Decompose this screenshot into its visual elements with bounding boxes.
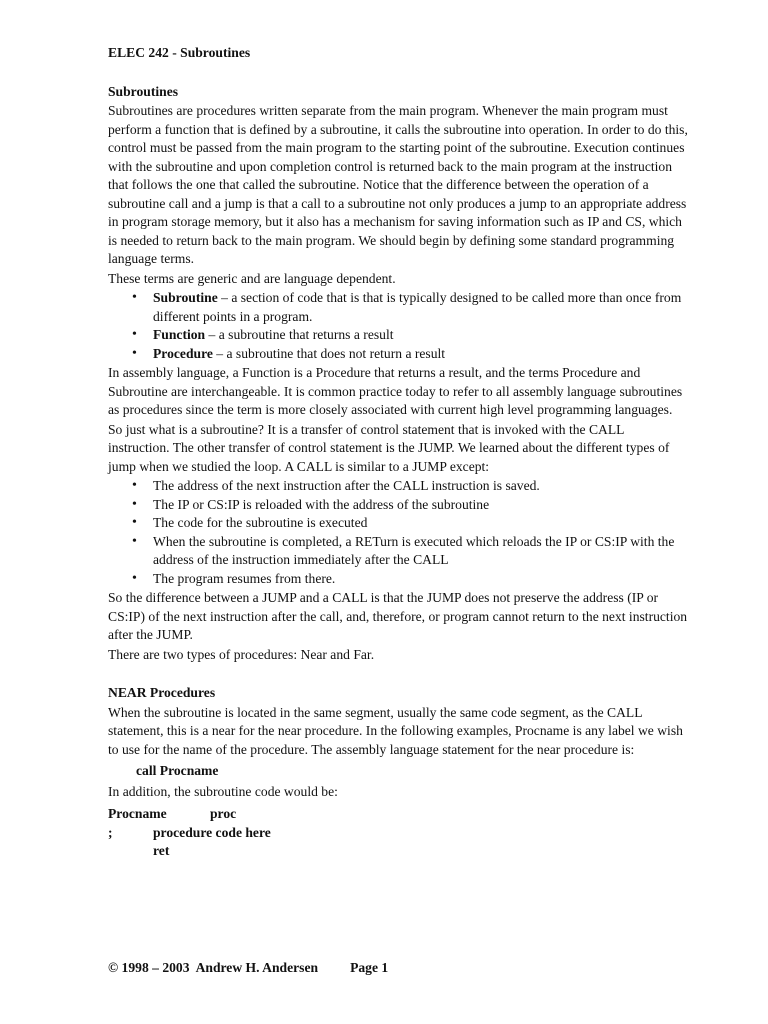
term: Subroutine (153, 290, 218, 305)
page-footer (108, 959, 388, 978)
paragraph: Subroutines are procedures written separate from the main program. Whenever the main program must perform a function that is defined by a subroutine, it calls the subroutine into operation. In order to do this, control must be passed from the main program to the starting point of the subroutine. Execution continues with the subroutine and upon completion control is returned back to the main program at the instruction that follows the one that called the subroutine. Notice that the difference between the operation of a subroutine call and a jump is that a call to a subroutine not only produces a jump to an appropriate address in program storage memory, but it also has a mechanism for saving information such as IP and CS, which is needed to return back to the main program. We should begin by defining some standard programming language terms. (108, 103, 688, 266)
list-item: • When the subroutine is completed, a RETurn is executed which reloads the IP or CS:IP with the address of the instruction immediately after the CALL (153, 533, 688, 570)
paragraph: So just what is a subroutine? It is a transfer of control statement that is invoked with the CALL instruction. The other transfer of control statement is the JUMP. We learned about the different types of jump when we studied the loop. A CALL is similar to a JUMP except: (108, 421, 670, 474)
list-item: • The IP or CS:IP is reloaded with the address of the subroutine (153, 496, 688, 515)
code-op: procedure code here (153, 824, 271, 840)
list-item: • The code for the subroutine is executed (153, 514, 688, 533)
code-label: ; (108, 824, 113, 840)
list-item (153, 326, 688, 345)
footer-page-number: Page 1 (350, 960, 389, 975)
list-item: • The address of the next instruction after the CALL instruction is saved. (153, 477, 688, 496)
code-label: Procname (108, 806, 167, 821)
list-item (153, 345, 688, 364)
paragraph: So the difference between a JUMP and a CALL is that the JUMP does not preserve the address (IP or CS:IP) of the next instruction after the call, and, therefore, or program cannot return to the next instruction after the JUMP. (108, 590, 688, 642)
code-block (108, 805, 688, 861)
section-heading-near-procedures: NEAR Procedures (108, 685, 216, 700)
call-steps-list (108, 477, 688, 588)
paragraph: In addition, the subroutine code would be: (108, 783, 338, 799)
code-label-empty (108, 842, 153, 861)
section-heading-subroutines: Subroutines (108, 83, 179, 99)
term: Function (153, 327, 206, 342)
term: Procedure (153, 345, 213, 361)
paragraph: These terms are generic and are language dependent. (108, 270, 396, 286)
list-item: • The program resumes from there. (153, 570, 688, 589)
term-definition: – a section of code that is that is typically designed to be called more than once from different points in a program. (153, 290, 682, 324)
code-op: proc (210, 806, 237, 821)
paragraph: There are two types of procedures: Near and Far. (108, 646, 375, 662)
code-op: ret (153, 843, 170, 858)
list-item (153, 289, 688, 326)
term-definition: – a subroutine that returns a result (205, 327, 394, 342)
paragraph: When the subroutine is located in the same segment, usually the same code segment, as the CALL statement, this is a near for the near procedure. In the following examples, Procname is any label we wish to use for the name of the procedure. The assembly language statement for the near procedure is: (108, 704, 683, 757)
code-line (108, 805, 688, 824)
code-line (108, 842, 688, 861)
document-title: ELEC 242 - Subroutines (108, 45, 251, 60)
term-definition: – a subroutine that does not return a result (212, 345, 446, 361)
code-call-statement: call Procname (136, 763, 219, 778)
paragraph: In assembly language, a Function is a Procedure that returns a result, and the terms Procedure and Subroutine are interchangeable. It is common practice today to refer to all assembly language subroutines as procedures since the term is more closely associated with current high level programming languages. (108, 365, 683, 417)
code-line (108, 824, 688, 843)
footer-copyright: © 1998 – 2003 Andrew H. Andersen (108, 960, 319, 975)
terms-list (108, 289, 688, 363)
